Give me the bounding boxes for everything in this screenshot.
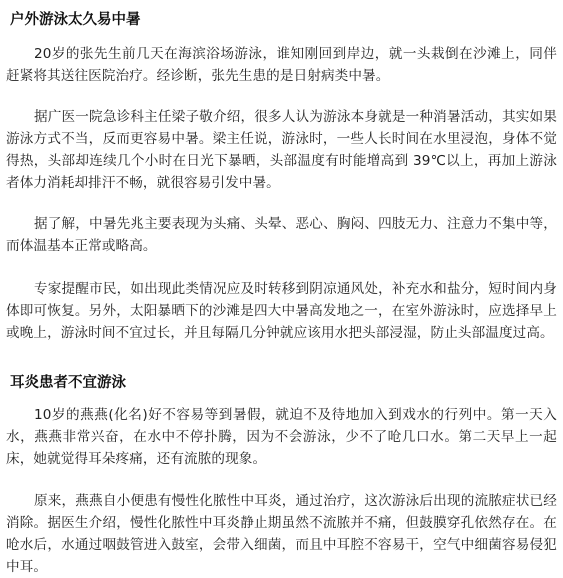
paragraph: 10岁的燕燕(化名)好不容易等到暑假，就迫不及待地加入到戏水的行列中。第一天入水，燕燕非常兴奋，在水中不停扑腾，因为不会游泳，少不了呛几口水。第二天早上一起床，她就觉得耳朵疼痛，还有流脓的现象。 — [6, 407, 557, 467]
paragraph: 原来，燕燕自小便患有慢性化脓性中耳炎，通过治疗，这次游泳后出现的流脓症状已经消除。据医生介绍，慢性化脓性中耳炎静止期虽然不流脓并不痛，但鼓膜穿孔依然存在。在呛水后，水通过咽鼓管进入鼓室，会带入细菌，而且中耳腔不容易干，空气中细菌容易侵犯中耳。 — [6, 493, 557, 575]
paragraph: 据了解，中暑先兆主要表现为头痛、头晕、恶心、胸闷、四肢无力、注意力不集中等，而体温基本正常或略高。 — [6, 216, 557, 254]
paragraph: 20岁的张先生前几天在海滨浴场游泳，谁知刚回到岸边，就一头栽倒在沙滩上，同伴赶紧将其送往医院治疗。经诊断，张先生患的是日射病类中暑。 — [6, 46, 557, 84]
section-title-heatstroke: 户外游泳太久易中暑 — [10, 12, 141, 28]
paragraph: 专家提醒市民，如出现此类情况应及时转移到阴凉通风处，补充水和盐分，短时间内身体即可恢复。另外，太阳暴晒下的沙滩是四大中暑高发地之一，在室外游泳时，应选择早上或晚上，游泳时间不宜过长，并且每隔几分钟就应该用水把头部浸湿，防止头部温度过高。 — [6, 281, 557, 341]
paragraph: 据广医一院急诊科主任梁子敬介绍，很多人认为游泳本身就是一种消暑活动，其实如果游泳方式不当，反而更容易中暑。梁主任说，游泳时，一些人长时间在水里浸泡，身体不觉得热，头部却连续几个小时在日光下暴晒，头部温度有时能增高到 39℃以上，再加上游泳者体力消耗却排汗不畅，就很容易引发中暑。 — [6, 109, 557, 191]
section-title-otitis: 耳炎患者不宜游泳 — [10, 375, 126, 391]
